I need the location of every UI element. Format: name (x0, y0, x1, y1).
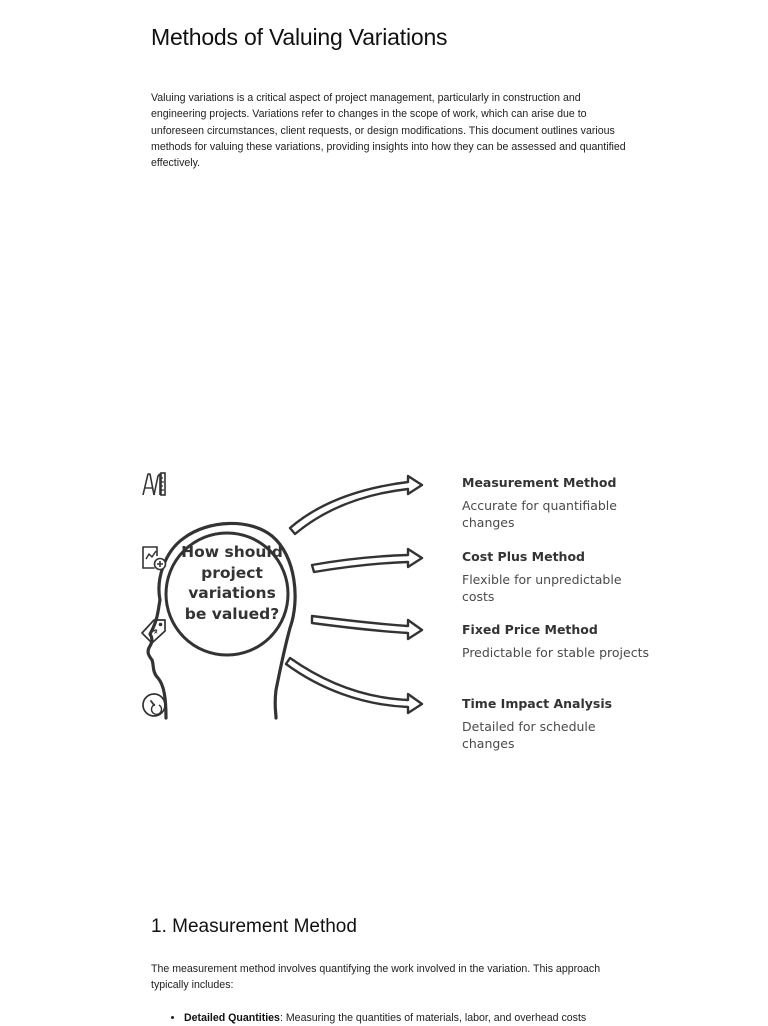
option-title: Fixed Price Method (462, 622, 598, 637)
page-title: Methods of Valuing Variations (151, 24, 448, 50)
option-description: Flexible for unpredictable costs (462, 572, 622, 604)
option-description: Detailed for schedule changes (462, 719, 596, 751)
bullet-text: : Measuring the quantities of materials, labor, and overhead costs (279, 1012, 587, 1024)
price-tag-icon (140, 617, 168, 645)
option-title: Time Impact Analysis (462, 696, 613, 711)
option-description: Accurate for quantifiable changes (462, 498, 617, 530)
option-title: Measurement Method (462, 475, 617, 490)
arrow-3 (312, 616, 422, 639)
option-measurement-method (462, 475, 652, 531)
svg-text:$: $ (149, 625, 160, 636)
arrow-1 (290, 476, 422, 534)
option-title: Cost Plus Method (462, 549, 585, 564)
option-fixed-price-method (462, 622, 652, 662)
chart-plus-icon (140, 544, 168, 572)
arrow-4 (286, 658, 422, 713)
option-cost-plus-method (462, 549, 652, 605)
arrow-2 (312, 549, 422, 572)
diagram-question: How should project variations be valued? (181, 543, 283, 623)
intro-paragraph: Valuing variations is a critical aspect of project management, particularly in construction and engineering projects. Variations refer to changes in the scope of work, which can arise due to unforeseen circumstances, client requests, or design modifications. This document outlines various methods for valuing these variations, providing insights into how they can be assessed and quantified effectively. (151, 92, 626, 170)
section-paragraph: The measurement method involves quantifying the work involved in the variation. This approach typically includes: (151, 963, 601, 992)
valuation-methods-diagram (140, 460, 650, 760)
bullet-bold-term: Detailed Quantities (184, 1012, 280, 1024)
ruler-pencil-icon (140, 470, 168, 498)
option-description: Predictable for stable projects (462, 645, 649, 660)
clock-timer-icon (140, 691, 168, 719)
option-time-impact-analysis (462, 696, 652, 752)
section-heading: 1. Measurement Method (151, 916, 357, 937)
